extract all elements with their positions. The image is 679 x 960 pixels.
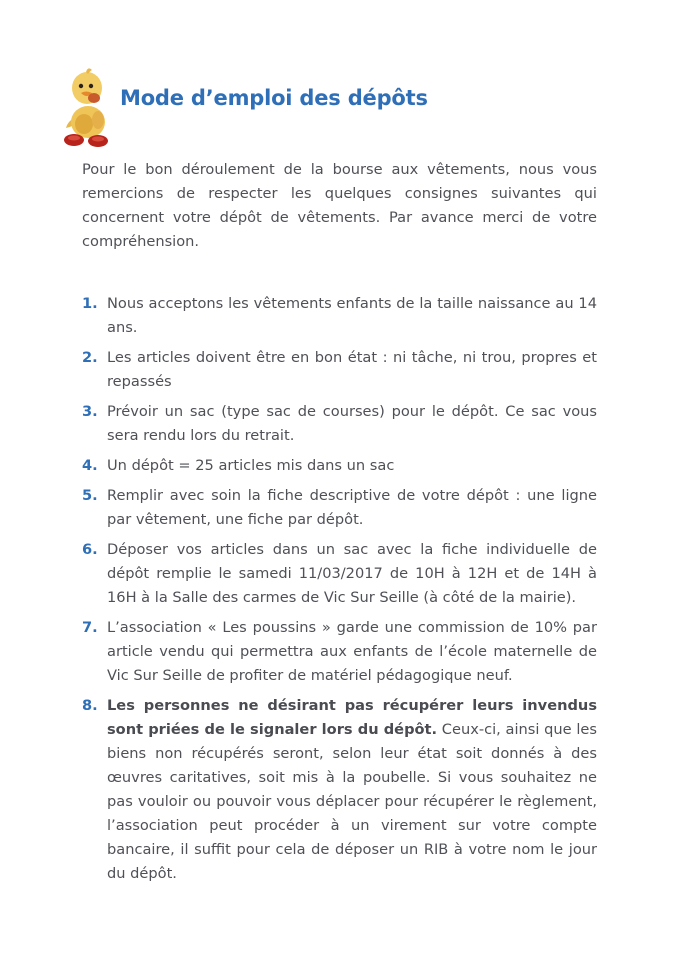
duckling-mascot-icon (60, 64, 120, 150)
list-item-text: Nous acceptons les vêtements enfants de la taille naissance au 14 ans. (107, 295, 597, 336)
list-item-text: Déposer vos articles dans un sac avec la fiche individuelle de dépôt remplie le samedi 11/03/2017 de 10H à 12H et de 14H à 16H à la Salle des carmes de Vic Sur Seille (à côté de la mairie). (107, 541, 597, 606)
list-item (82, 538, 597, 610)
intro-paragraph: Pour le bon déroulement de la bourse aux vêtements, nous vous remercions de respecter les quelques consignes suivantes qui concernent votre dépôt de vêtements. Par avance merci de votre compréhension. (82, 161, 597, 250)
list-item (82, 400, 597, 448)
list-item (82, 346, 597, 394)
list-item (82, 616, 597, 688)
page-title: Mode d’emploi des dépôts (120, 86, 428, 110)
list-item (82, 292, 597, 340)
list-item-number: 7. (82, 619, 98, 636)
list-item (82, 694, 597, 886)
list-item-text: Prévoir un sac (type sac de courses) pour le dépôt. Ce sac vous sera rendu lors du retrait. (107, 403, 597, 444)
list-item-number: 6. (82, 541, 98, 558)
list-item-text: L’association « Les poussins » garde une commission de 10% par article vendu qui permettra aux enfants de l’école maternelle de Vic Sur Seille de profiter de matériel pédagogique neuf. (107, 619, 597, 684)
list-item-text: Un dépôt = 25 articles mis dans un sac (107, 457, 395, 474)
list-item (82, 454, 597, 478)
list-item-text (107, 694, 597, 886)
list-item-rest-text: Ceux-ci, ainsi que les biens non récupérés seront, selon leur état soit donnés à des œuvres caritatives, soit mis à la poubelle. Si vous souhaitez ne pas vouloir ou pouvoir vous déplacer pour récupérer le règlement, l’association peut procéder à un virement sur votre compte bancaire, il suffit pour cela de déposer un RIB à votre nom le jour du dépôt. (107, 721, 597, 882)
list-item-number: 1. (82, 295, 98, 312)
list-item-number: 8. (82, 697, 98, 714)
list-item-number: 3. (82, 403, 98, 420)
instructions-list (82, 292, 597, 892)
list-item-bold-text: Les personnes ne désirant pas récupérer leurs invendus sont priées de le signaler lors du dépôt. (107, 697, 597, 738)
list-item (82, 484, 597, 532)
list-item-number: 5. (82, 487, 98, 504)
list-item-text: Remplir avec soin la fiche descriptive de votre dépôt : une ligne par vêtement, une fiche par dépôt. (107, 487, 597, 528)
list-item-number: 4. (82, 457, 98, 474)
list-item-number: 2. (82, 349, 98, 366)
list-item-text: Les articles doivent être en bon état : ni tâche, ni trou, propres et repassés (107, 349, 597, 390)
